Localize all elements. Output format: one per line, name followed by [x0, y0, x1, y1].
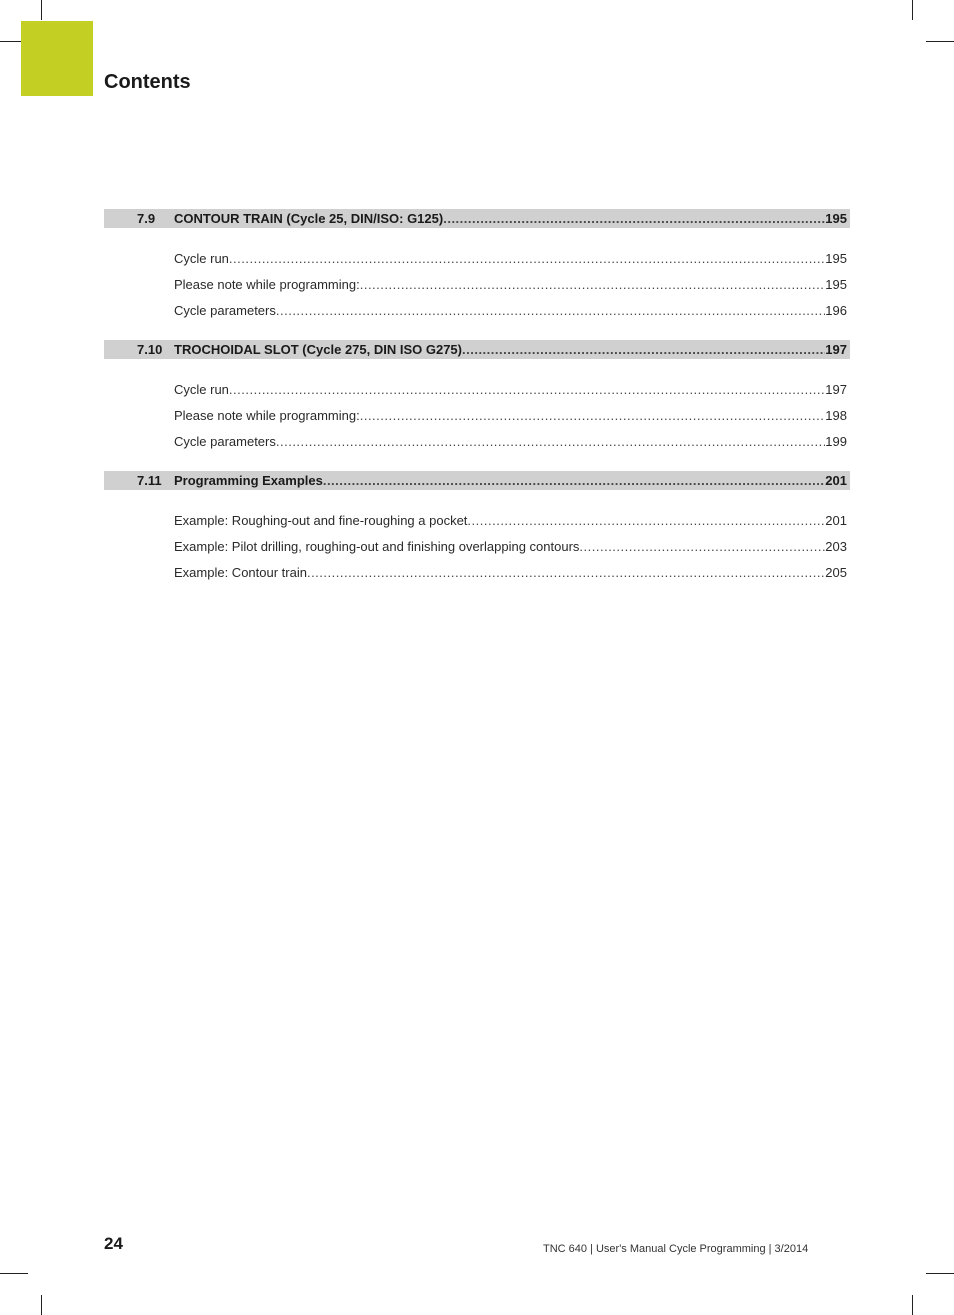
item-page: 195	[825, 250, 847, 266]
dot-leader	[360, 277, 826, 292]
chapter-tab-block	[21, 21, 93, 96]
item-entry	[174, 251, 850, 266]
toc-item-row[interactable]	[104, 376, 850, 402]
dot-leader	[307, 565, 825, 580]
section-title: TROCHOIDAL SLOT (Cycle 275, DIN ISO G275)	[174, 342, 462, 357]
dot-leader	[360, 408, 826, 423]
dot-leader	[229, 382, 825, 397]
crop-mark	[926, 41, 954, 42]
toc-item-row[interactable]	[104, 533, 850, 559]
toc-item-row[interactable]	[104, 402, 850, 428]
section-page: 195	[825, 211, 847, 226]
section-number: 7.9	[137, 211, 156, 226]
dot-leader	[443, 211, 825, 226]
item-page: 196	[825, 302, 847, 318]
toc-item-row[interactable]	[104, 271, 850, 297]
section-number: 7.10	[137, 342, 163, 357]
section-page: 201	[825, 473, 847, 488]
item-title: Please note while programming:	[174, 407, 360, 423]
dot-leader	[276, 434, 825, 449]
crop-mark	[912, 1295, 913, 1315]
toc-item-row[interactable]	[104, 428, 850, 454]
section-title: Programming Examples	[174, 473, 323, 488]
page-title: Contents	[104, 71, 191, 93]
item-entry	[174, 303, 850, 318]
dot-leader	[276, 303, 825, 318]
dot-leader	[323, 473, 825, 488]
item-entry	[174, 434, 850, 449]
item-entry	[174, 539, 850, 554]
item-page: 199	[825, 433, 847, 449]
toc-item-row[interactable]	[104, 245, 850, 271]
crop-mark	[912, 0, 913, 20]
section-entry	[174, 342, 850, 357]
crop-mark	[926, 1273, 954, 1274]
section-entry	[174, 211, 850, 226]
item-page: 197	[825, 381, 847, 397]
dot-leader	[467, 513, 825, 528]
toc-section-row[interactable]	[104, 340, 850, 359]
crop-mark	[41, 0, 42, 20]
item-title: Cycle run	[174, 250, 229, 266]
crop-mark	[0, 1273, 28, 1274]
crop-mark	[41, 1295, 42, 1315]
section-entry	[174, 473, 850, 488]
item-entry	[174, 382, 850, 397]
item-entry	[174, 277, 850, 292]
section-title: CONTOUR TRAIN (Cycle 25, DIN/ISO: G125)	[174, 211, 444, 226]
item-entry	[174, 565, 850, 580]
toc-item-row[interactable]	[104, 507, 850, 533]
toc-section-row[interactable]	[104, 471, 850, 490]
item-title: Cycle run	[174, 381, 229, 397]
item-title: Example: Pilot drilling, roughing-out and finishing overlapping contours	[174, 538, 580, 554]
dot-leader	[462, 342, 825, 357]
item-title: Example: Roughing-out and fine-roughing a pocket	[174, 512, 468, 528]
item-title: Please note while programming:	[174, 276, 360, 292]
section-page: 197	[825, 342, 847, 357]
dot-leader	[579, 539, 825, 554]
item-page: 201	[825, 512, 847, 528]
page-number: 24	[104, 1234, 123, 1253]
toc-section-row[interactable]	[104, 209, 850, 228]
item-title: Cycle parameters	[174, 302, 276, 318]
item-title: Cycle parameters	[174, 433, 276, 449]
toc-item-row[interactable]	[104, 559, 850, 585]
dot-leader	[229, 251, 825, 266]
item-page: 198	[825, 407, 847, 423]
table-of-contents	[104, 209, 850, 585]
item-page: 205	[825, 564, 847, 580]
toc-item-row[interactable]	[104, 297, 850, 323]
item-entry	[174, 513, 850, 528]
item-page: 203	[825, 538, 847, 554]
item-entry	[174, 408, 850, 423]
footer-text: TNC 640 | User's Manual Cycle Programming | 3/2014	[543, 1243, 809, 1255]
item-title: Example: Contour train	[174, 564, 307, 580]
item-page: 195	[825, 276, 847, 292]
section-number: 7.11	[137, 473, 162, 488]
